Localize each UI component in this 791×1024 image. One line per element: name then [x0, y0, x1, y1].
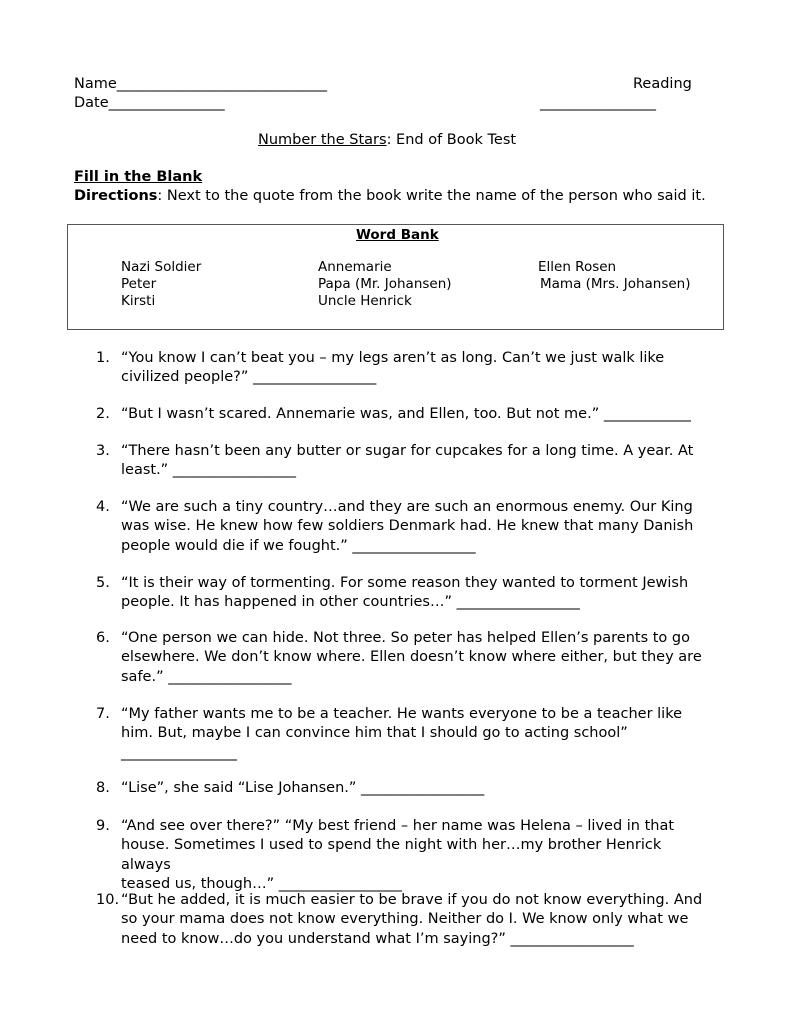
question-text: “But I wasn’t scared. Annemarie was, and Ellen, too. But not me.” ____________ [121, 406, 691, 422]
question-text: “We are such a tiny country…and they are such an enormous enemy. Our King was wise. He knew how few soldiers Denmark had. He knew that many Danish people would die if we fought.” _________________ [121, 499, 694, 554]
question-text: “Lise”, she said “Lise Johansen.” _________________ [121, 780, 485, 796]
section-heading: Fill in the Blank [74, 169, 203, 185]
reading-label: Reading [633, 76, 692, 92]
question-number: 2. [96, 406, 110, 422]
word-bank-column-2 [318, 259, 452, 310]
directions-text: : Next to the quote from the book write the name of the person who said it. [157, 188, 706, 204]
question-number: 1. [96, 350, 110, 366]
question-number: 9. [96, 818, 110, 834]
word-bank-item: Peter [121, 276, 157, 292]
question-text: “One person we can hide. Not three. So peter has helped Ellen’s parents to go elsewhere. We don’t know where. Ellen doesn’t know where either, but they are safe.” _________________ [121, 630, 702, 685]
question-text: “And see over there?” “My best friend – her name was Helena – lived in that house. Sometimes I used to spend the night with her…my brother Henrick always teased us, though…” _________________ [121, 818, 675, 893]
question-number: 10. [96, 892, 120, 908]
word-bank-column-3 [538, 259, 691, 293]
page-title [258, 131, 516, 150]
question-text: “It is their way of tormenting. For some reason they wanted to torment Jewish people. It has happened in other countries…” _________________ [121, 575, 689, 611]
question-text: “But he added, it is much easier to be brave if you do not know everything. And so your mama does not know everything. Neither do I. We know only what we need to know…do you understand what I’m saying?” _________________ [121, 892, 703, 947]
question-text: “My father wants me to be a teacher. He wants everyone to be a teacher like him. But, maybe I can convince him that I should go to acting school” ________________ [121, 706, 682, 761]
title-suffix: : End of Book Test [386, 132, 517, 148]
question-number: 6. [96, 630, 110, 646]
directions [74, 187, 706, 206]
word-bank-item: Uncle Henrick [318, 293, 412, 309]
question-number: 3. [96, 443, 110, 459]
question-text: “You know I can’t beat you – my legs aren’t as long. Can’t we just walk like civilized people?” _________________ [121, 350, 665, 386]
name-field-line: Name_____________________________ [74, 76, 328, 92]
word-bank-item: Mama (Mrs. Johansen) [540, 276, 691, 292]
word-bank-item: Annemarie [318, 259, 392, 275]
question-number: 8. [96, 780, 110, 796]
question-number: 5. [96, 575, 110, 591]
word-bank-item: Nazi Soldier [121, 259, 202, 275]
question-text: “There hasn’t been any butter or sugar for cupcakes for a long time. A year. At least.” _________________ [121, 443, 694, 479]
word-bank-item: Kirsti [121, 293, 156, 309]
reading-blank-line: ________________ [540, 95, 656, 111]
word-bank-item: Papa (Mr. Johansen) [318, 276, 452, 292]
question-number: 4. [96, 499, 110, 515]
word-bank-column-1 [121, 259, 201, 310]
question-number: 7. [96, 706, 110, 722]
word-bank-item: Ellen Rosen [538, 259, 617, 275]
date-field-line: Date________________ [74, 95, 225, 111]
directions-label: Directions [74, 188, 158, 204]
book-title: Number the Stars [258, 132, 387, 148]
word-bank-title: Word Bank [356, 227, 439, 243]
